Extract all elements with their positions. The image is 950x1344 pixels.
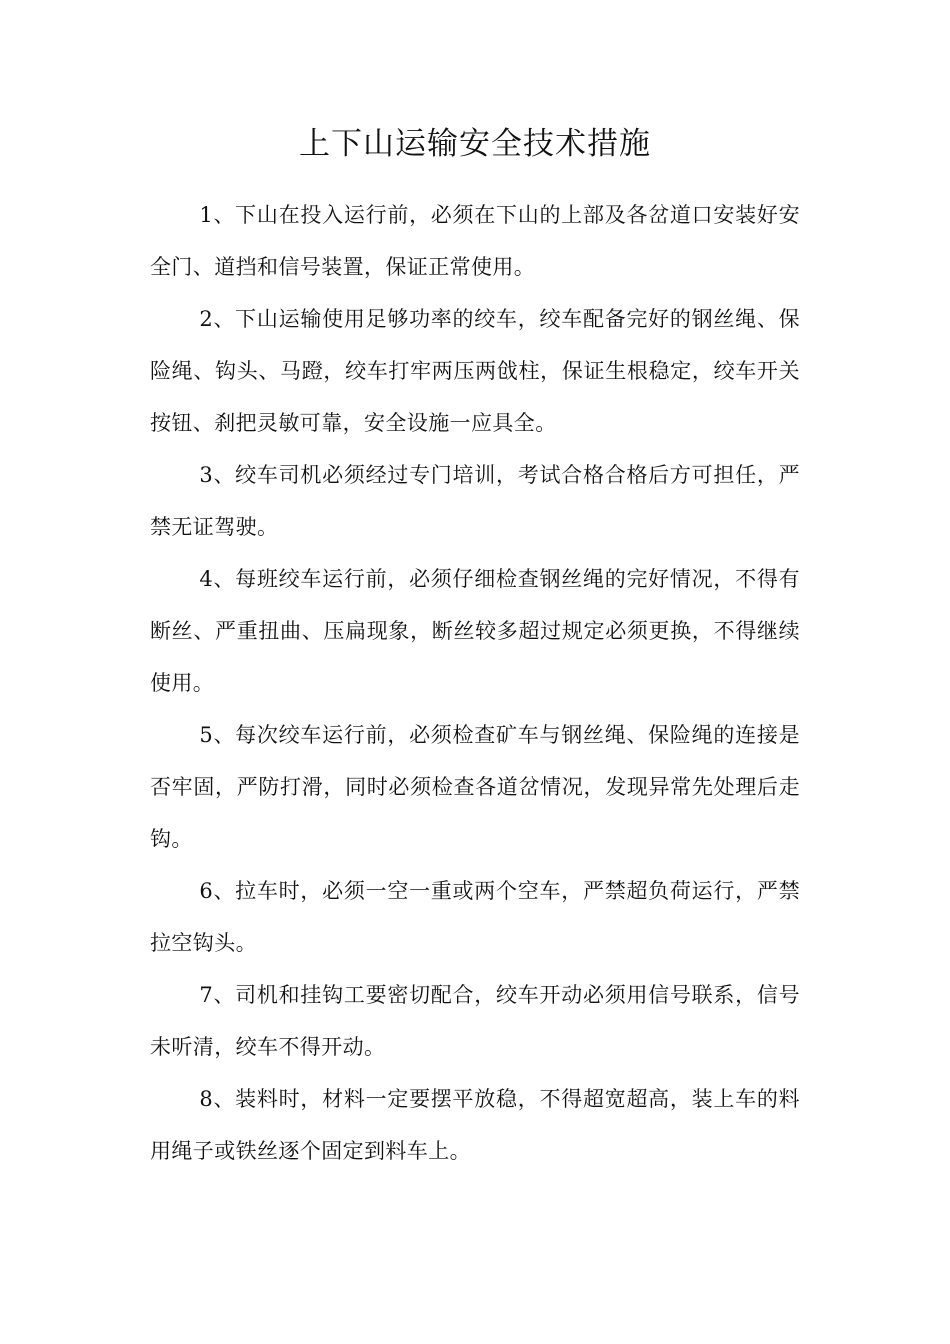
paragraph-5: 5、每次绞车运行前，必须检查矿车与钢丝绳、保险绳的连接是否牢固，严防打滑，同时必须检查各道岔情况，发现异常先处理后走钩。 bbox=[150, 723, 800, 851]
paragraph-8: 8、装料时，材料一定要摆平放稳，不得超宽超高，装上车的料用绳子或铁丝逐个固定到料车上。 bbox=[150, 1087, 800, 1163]
paragraph-1: 1、下山在投入运行前，必须在下山的上部及各岔道口安装好安全门、道挡和信号装置，保证正常使用。 bbox=[150, 203, 800, 279]
paragraph-7: 7、司机和挂钩工要密切配合，绞车开动必须用信号联系，信号未听清，绞车不得开动。 bbox=[150, 983, 800, 1059]
paragraph-3: 3、绞车司机必须经过专门培训，考试合格合格后方可担任，严禁无证驾驶。 bbox=[150, 463, 800, 539]
paragraph-6: 6、拉车时，必须一空一重或两个空车，严禁超负荷运行，严禁拉空钩头。 bbox=[150, 879, 800, 955]
document-title: 上下山运输安全技术措施 bbox=[299, 126, 651, 162]
paragraph-2: 2、下山运输使用足够功率的绞车，绞车配备完好的钢丝绳、保险绳、钩头、马蹬，绞车打牢两压两戗柱，保证生根稳定，绞车开关按钮、刹把灵敏可靠，安全设施一应具全。 bbox=[150, 307, 800, 435]
document-body bbox=[150, 189, 800, 1177]
paragraph-4: 4、每班绞车运行前，必须仔细检查钢丝绳的完好情况，不得有断丝、严重扭曲、压扁现象，断丝较多超过规定必须更换，不得继续使用。 bbox=[150, 567, 800, 695]
